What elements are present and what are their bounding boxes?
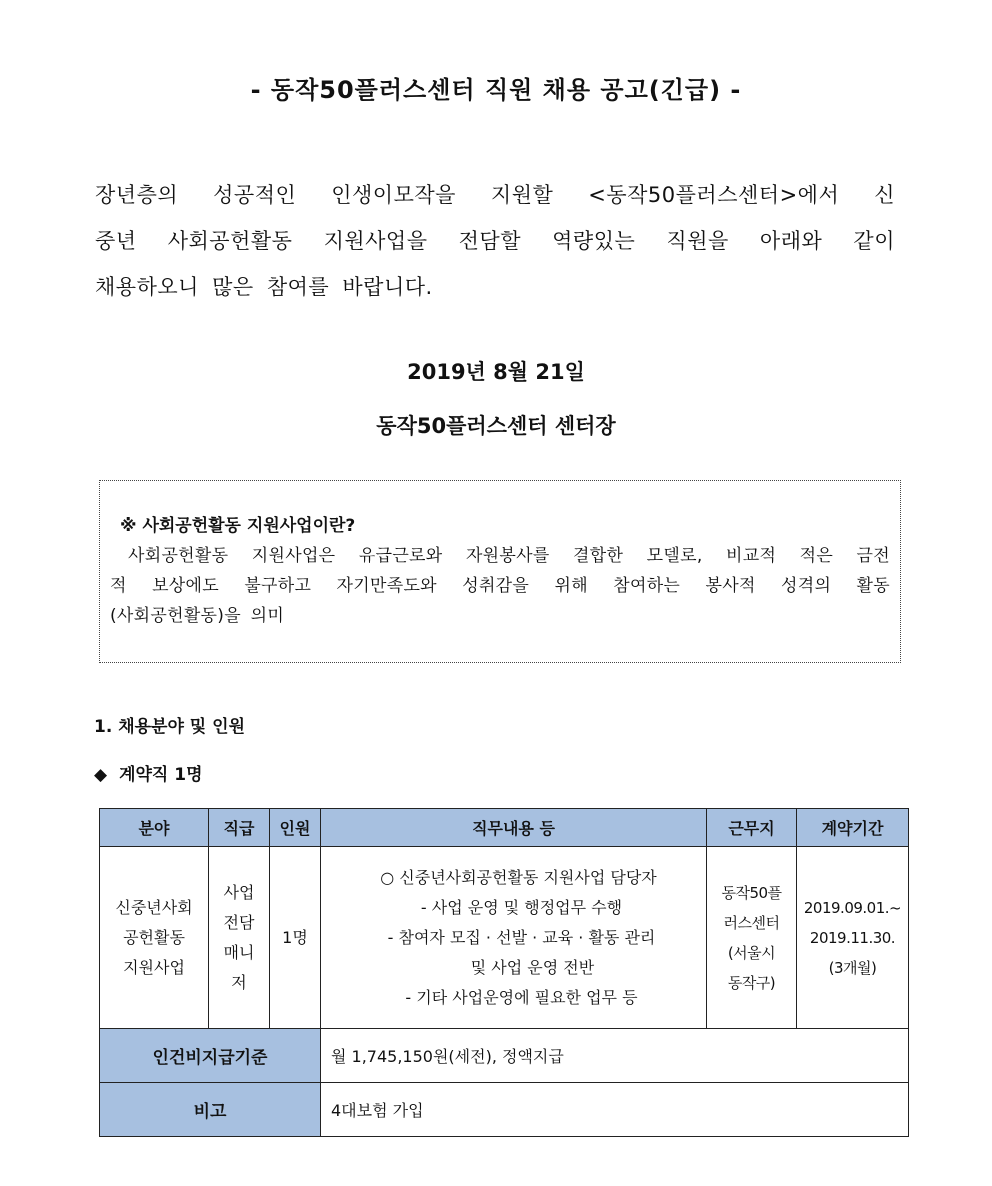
- duty-line: ○ 신중년사회공헌활동 지원사업 담당자: [380, 867, 657, 887]
- header-period: 계약기간: [797, 809, 909, 847]
- cell-grade: 사업 전담 매니 저: [209, 847, 270, 1029]
- diamond-bullet-icon: ◆: [94, 765, 108, 785]
- header-count: 인원: [270, 809, 321, 847]
- cell-duties: [321, 847, 707, 1029]
- header-place: 근무지: [707, 809, 797, 847]
- remarks-row: [100, 1083, 909, 1137]
- info-box: [99, 480, 901, 663]
- page-title: - 동작50플러스센터 직원 채용 공고(긴급) -: [250, 76, 742, 104]
- info-box-line-1: 사회공헌활동 지원사업은 유급근로와 자원봉사를 결합한 모델로, 비교적 적은 금전: [128, 546, 890, 566]
- job-table: [99, 808, 909, 1137]
- duty-line: - 사업 운영 및 행정업무 수행: [420, 897, 623, 917]
- remarks-label: 비고: [100, 1083, 321, 1137]
- intro-line-2: 중년 사회공헌활동 지원사업을 전담할 역량있는 직원을 아래와 같이: [95, 229, 895, 253]
- cell-field: 신중년사회 공헌활동 지원사업: [100, 847, 209, 1029]
- salary-label: 인건비지급기준: [100, 1029, 321, 1083]
- table-header-row: [100, 809, 909, 847]
- salary-value: 월 1,745,150원(세전), 정액지급: [321, 1029, 909, 1083]
- salary-row: [100, 1029, 909, 1083]
- announcement-date: 2019년 8월 21일: [407, 360, 585, 384]
- duty-line: 및 사업 운영 전반: [470, 957, 595, 977]
- table-row: [100, 847, 909, 1029]
- info-box-heading: ※ 사회공헌활동 지원사업이란?: [120, 516, 356, 536]
- intro-line-1: 장년층의 성공적인 인생이모작을 지원할 <동작50플러스센터>에서 신: [95, 183, 895, 207]
- cell-count: 1명: [270, 847, 321, 1029]
- intro-paragraph: [95, 172, 895, 310]
- section-subheading-label: 계약직 1명: [119, 765, 203, 785]
- duty-line: - 참여자 모집 · 선발 · 교육 · 활동 관리: [387, 927, 656, 947]
- info-box-line-2: 적 보상에도 불구하고 자기만족도와 성취감을 위해 참여하는 봉사적 성격의 활동: [110, 576, 890, 596]
- section-subheading: [94, 760, 203, 785]
- header-duties: 직무내용 등: [321, 809, 707, 847]
- header-field: 분야: [100, 809, 209, 847]
- info-box-line-3: (사회공헌활동)을 의미: [110, 606, 285, 626]
- remarks-value: 4대보험 가입: [321, 1083, 909, 1137]
- duty-line: - 기타 사업운영에 필요한 업무 등: [405, 987, 638, 1007]
- cell-place: 동작50플 러스센터 (서울시 동작구): [707, 847, 797, 1029]
- info-box-body: [110, 541, 890, 631]
- cell-period: 2019.09.01.~ 2019.11.30. (3개월): [797, 847, 909, 1029]
- intro-line-3: 채용하오니 많은 참여를 바랍니다.: [95, 275, 433, 299]
- signer: 동작50플러스센터 센터장: [376, 414, 616, 438]
- header-grade: 직급: [209, 809, 270, 847]
- section-heading-1: 1. 채용분야 및 인원: [94, 717, 245, 737]
